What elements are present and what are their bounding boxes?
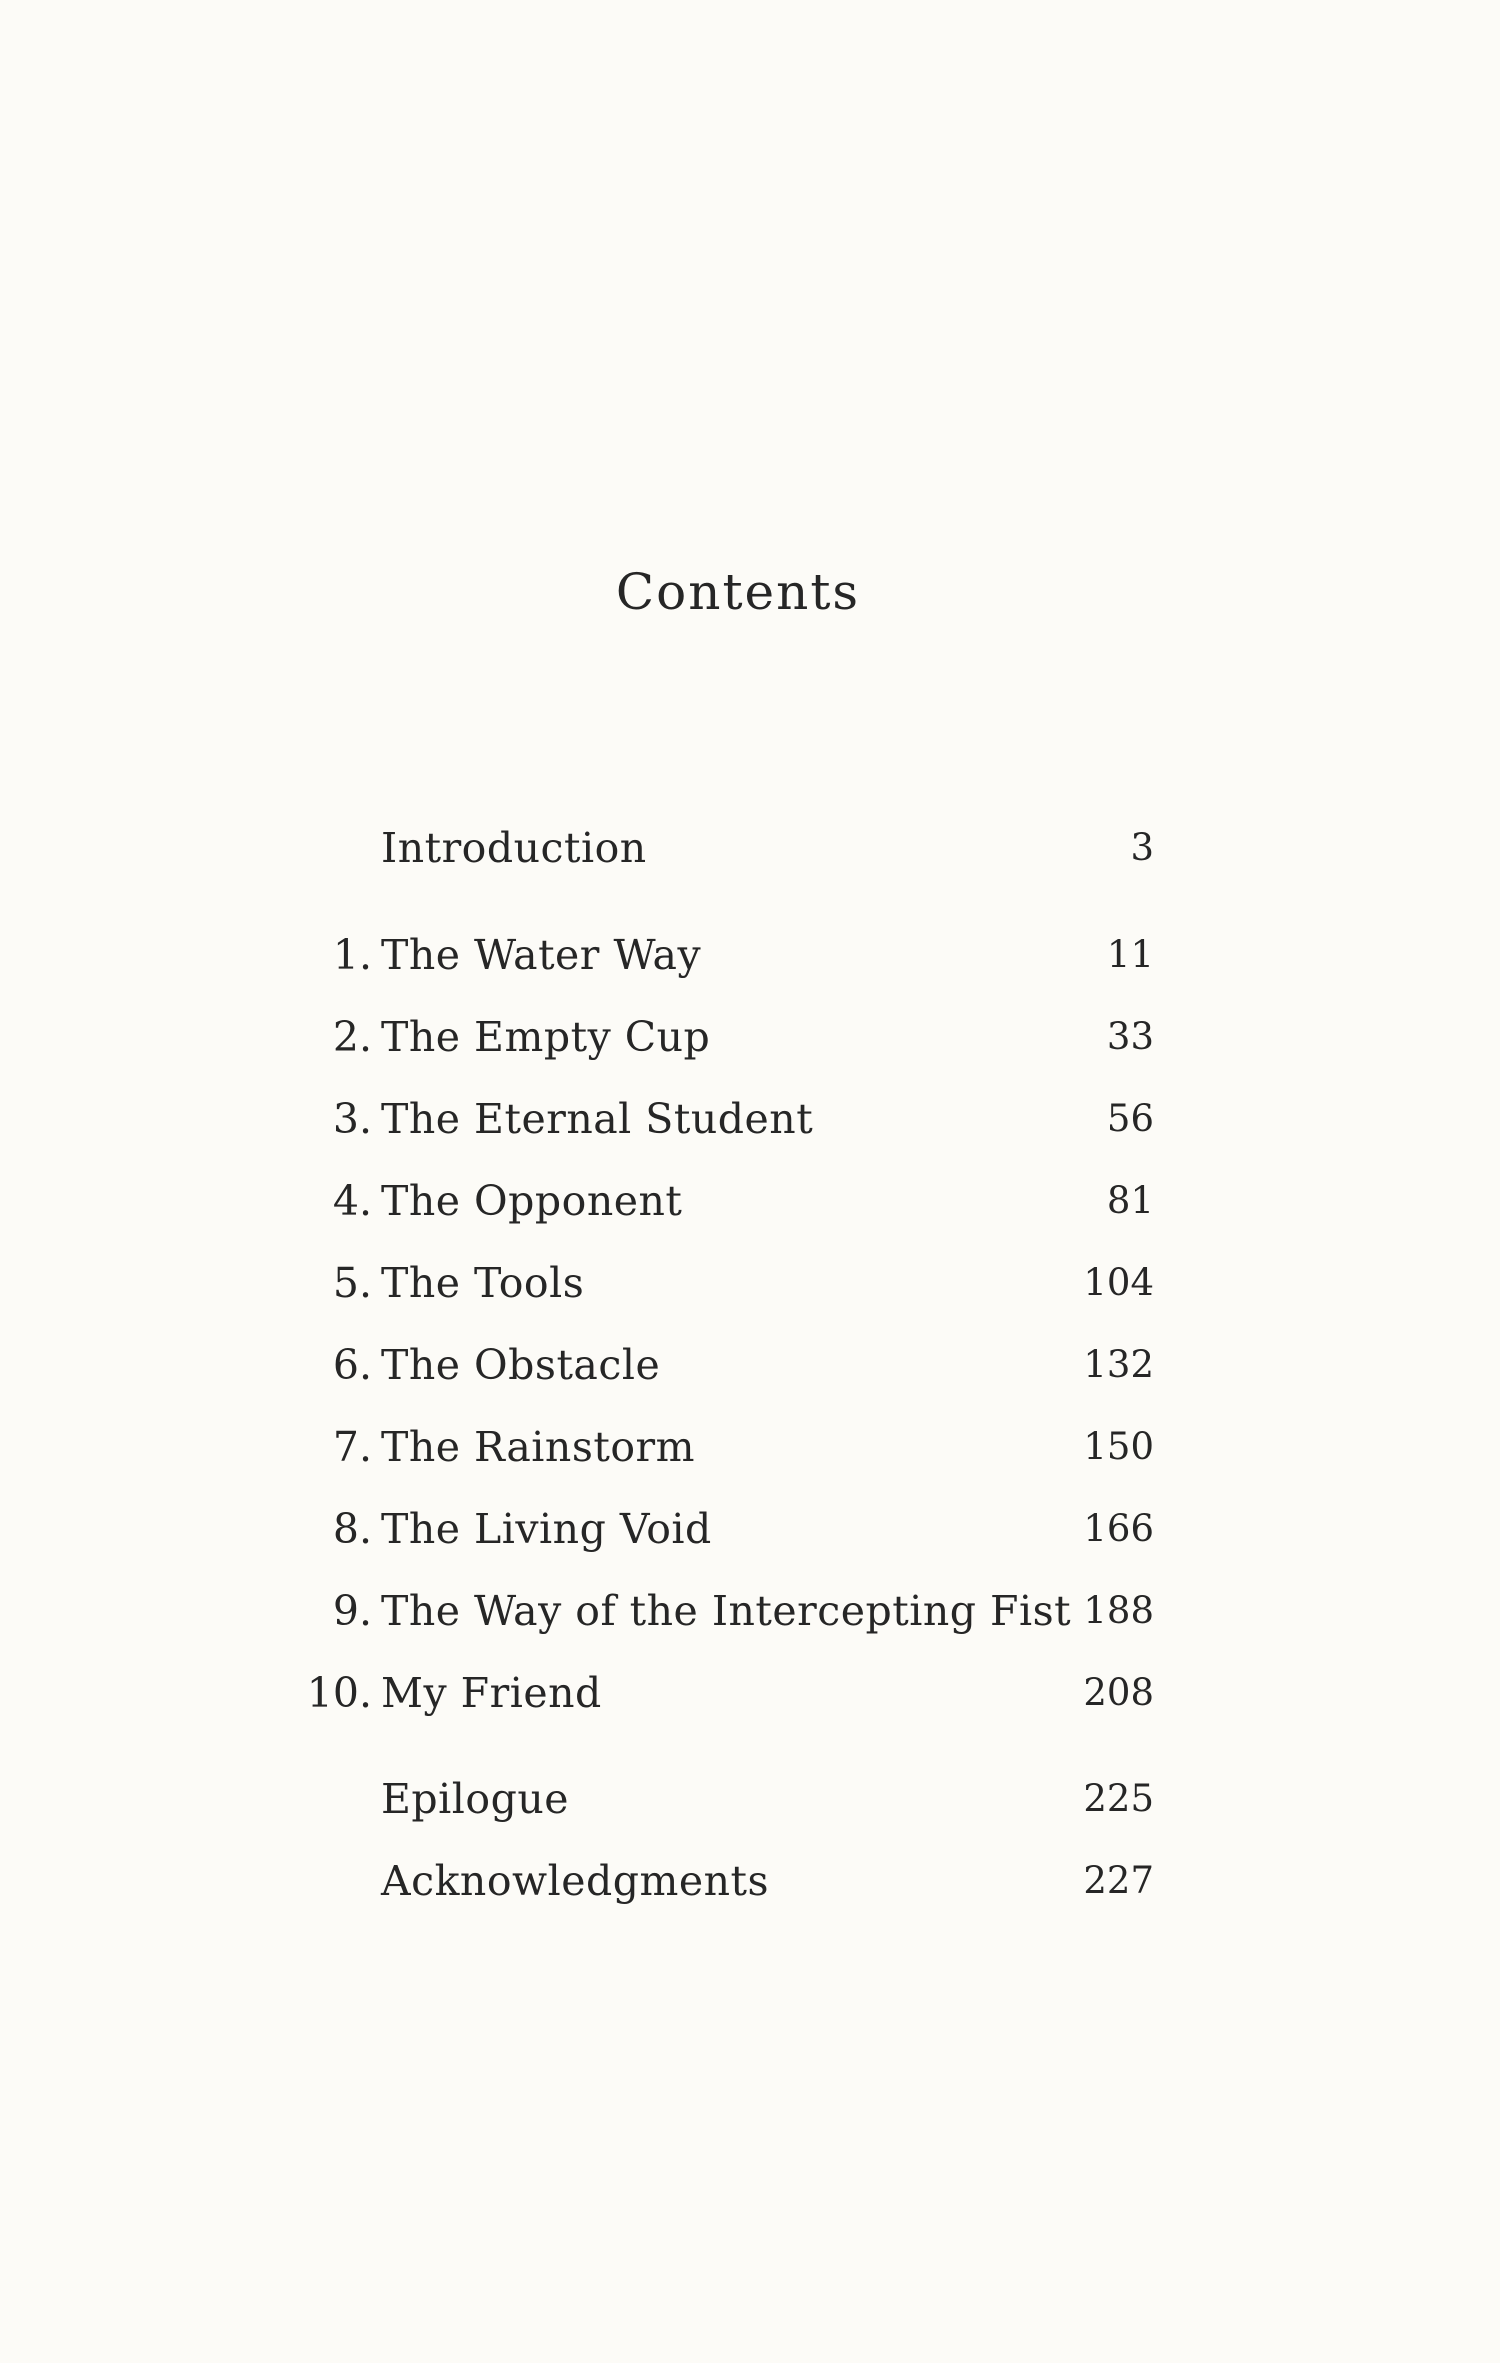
entry-page-number: 33 — [1106, 1015, 1154, 1058]
entry-label: The Empty Cup — [381, 1013, 711, 1061]
toc-entry-chapter-7 — [0, 1417, 1500, 1477]
entry-page-number: 81 — [1106, 1179, 1154, 1222]
entry-page-number: 132 — [1083, 1343, 1154, 1386]
entry-number: 8. — [332, 1505, 372, 1553]
entry-page-number: 188 — [1083, 1589, 1154, 1632]
entry-label: The Eternal Student — [381, 1095, 814, 1143]
entry-label: Introduction — [381, 824, 647, 872]
entry-page-number: 3 — [1130, 826, 1154, 869]
toc-entry-introduction — [0, 818, 1500, 878]
toc-entry-chapter-10 — [0, 1663, 1500, 1723]
toc-entry-epilogue — [0, 1769, 1500, 1829]
entry-page-number: 227 — [1083, 1859, 1154, 1902]
entry-label: The Living Void — [381, 1505, 712, 1553]
entry-page-number: 11 — [1106, 933, 1154, 976]
entry-page-number: 150 — [1083, 1425, 1154, 1468]
toc-entry-acknowledgments — [0, 1851, 1500, 1911]
entry-label: The Way of the Intercepting Fist — [381, 1587, 1072, 1635]
entry-number: 9. — [332, 1587, 372, 1635]
entry-page-number: 56 — [1106, 1097, 1154, 1140]
entry-number: 2. — [332, 1013, 372, 1061]
entry-number: 6. — [332, 1341, 372, 1389]
toc-entry-chapter-3 — [0, 1089, 1500, 1149]
entry-page-number: 225 — [1083, 1777, 1154, 1820]
entry-page-number: 104 — [1083, 1261, 1154, 1304]
entry-label: My Friend — [381, 1669, 602, 1717]
entry-label: Epilogue — [381, 1775, 569, 1823]
toc-entry-chapter-5 — [0, 1253, 1500, 1313]
entry-label: Acknowledgments — [381, 1857, 770, 1905]
entry-label: The Water Way — [381, 931, 702, 979]
toc-entry-chapter-6 — [0, 1335, 1500, 1395]
entry-number: 3. — [332, 1095, 372, 1143]
entry-label: The Obstacle — [381, 1341, 661, 1389]
entry-page-number: 208 — [1083, 1671, 1154, 1714]
entry-number: 5. — [332, 1259, 372, 1307]
entry-number: 10. — [306, 1669, 372, 1717]
toc-entry-chapter-8 — [0, 1499, 1500, 1559]
toc-entry-chapter-4 — [0, 1171, 1500, 1231]
entry-label: The Opponent — [381, 1177, 683, 1225]
toc-entry-chapter-2 — [0, 1007, 1500, 1067]
toc-entry-chapter-1 — [0, 925, 1500, 985]
page-title: Contents — [615, 563, 861, 621]
entry-label: The Tools — [381, 1259, 585, 1307]
entry-number: 4. — [332, 1177, 372, 1225]
toc-entry-chapter-9 — [0, 1581, 1500, 1641]
entry-number: 7. — [332, 1423, 372, 1471]
entry-label: The Rainstorm — [381, 1423, 695, 1471]
entry-number: 1. — [332, 931, 372, 979]
entry-page-number: 166 — [1083, 1507, 1154, 1550]
